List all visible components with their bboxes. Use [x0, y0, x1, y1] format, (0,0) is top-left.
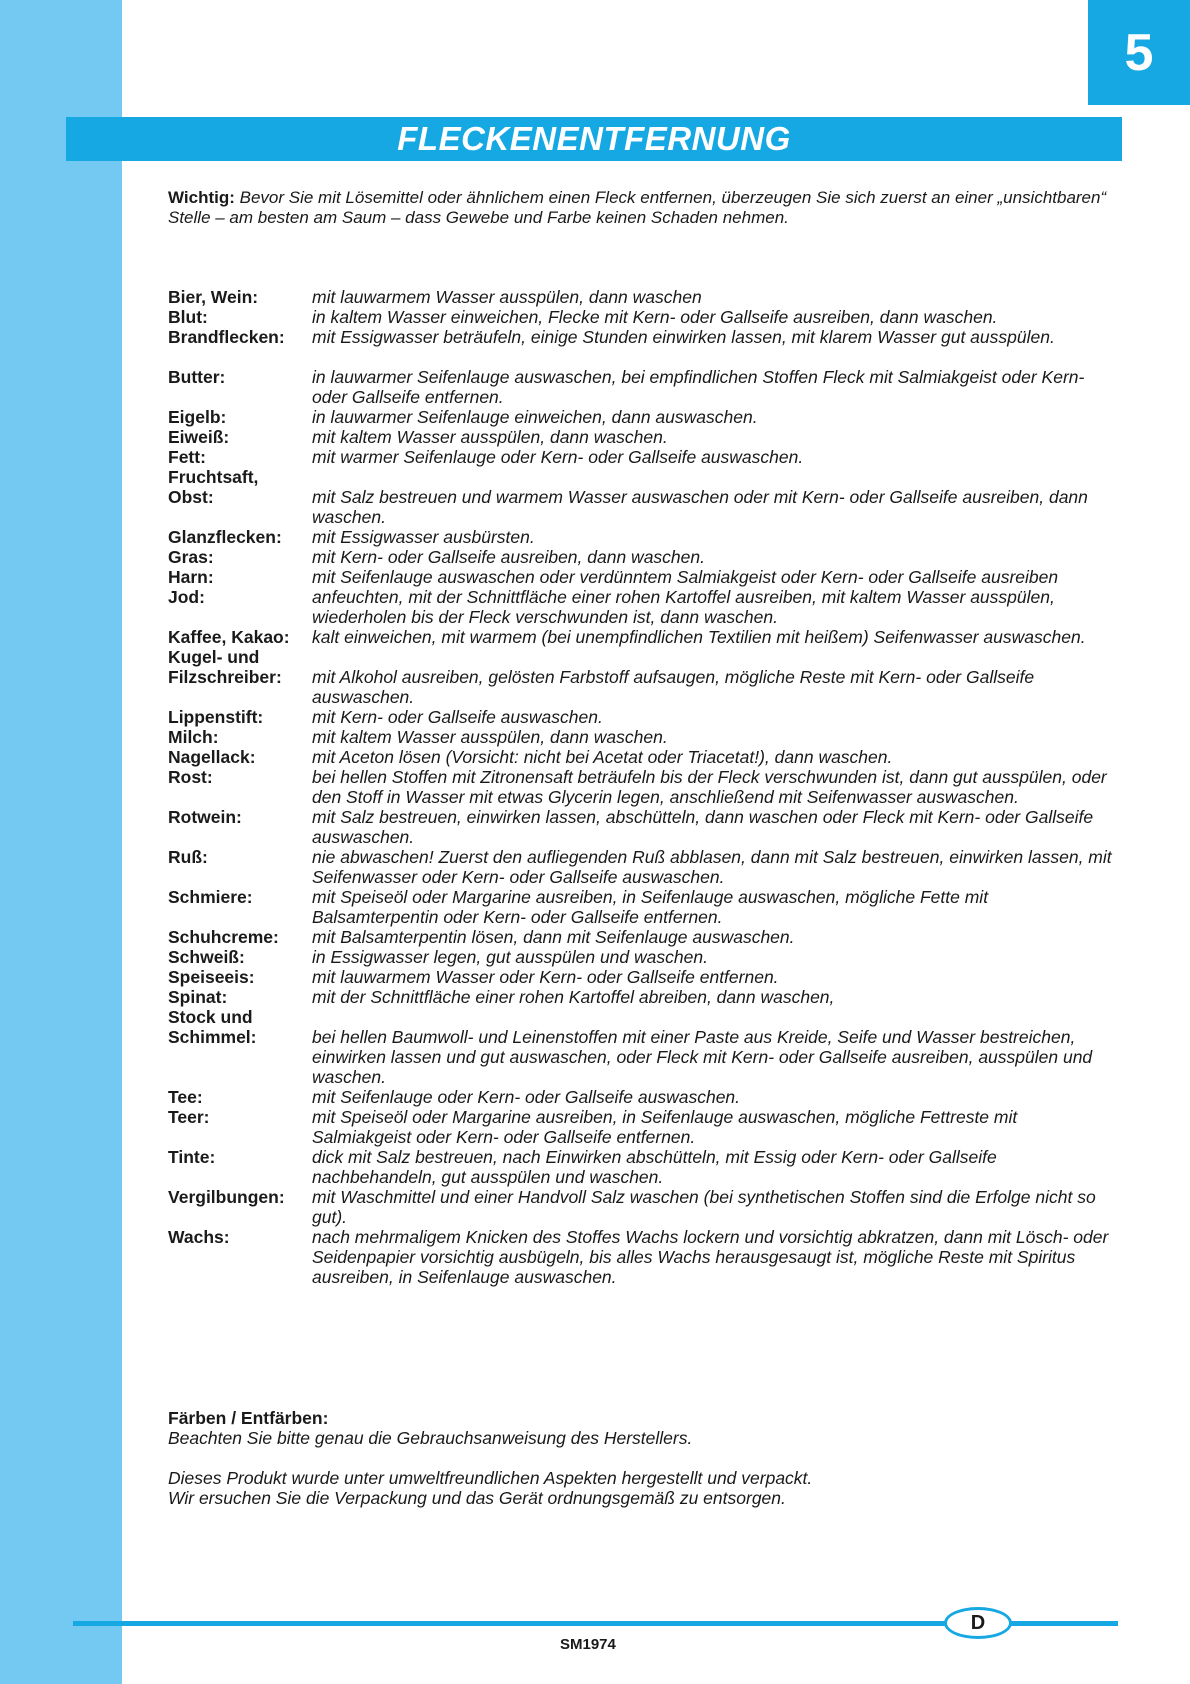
stain-row — [168, 467, 1118, 487]
language-code: D — [970, 1611, 986, 1634]
stain-term: Eiweiß: — [168, 427, 230, 447]
stain-desc: mit kaltem Wasser ausspülen, dann waschen. — [312, 727, 668, 747]
stain-term: Glanzflecken: — [168, 527, 282, 547]
stain-term: Kaffee, Kakao: — [168, 627, 290, 647]
stain-term: Stock und — [168, 1007, 253, 1027]
stain-desc: mit lauwarmem Wasser ausspülen, dann waschen — [312, 287, 702, 307]
stain-term: Bier, Wein: — [168, 287, 259, 307]
stain-row — [168, 407, 1118, 427]
stain-row — [168, 967, 1118, 987]
stain-row — [168, 727, 1118, 747]
eco-note-line1: Dieses Produkt wurde unter umweltfreundlichen Aspekten hergestellt und verpackt. — [168, 1468, 813, 1488]
stain-term: Nagellack: — [168, 747, 256, 767]
stain-row — [168, 1027, 1118, 1087]
stain-term: Butter: — [168, 367, 226, 387]
stain-row — [168, 287, 1118, 307]
stain-row — [168, 707, 1118, 727]
page-number-tab — [1088, 0, 1190, 105]
stain-row — [168, 1107, 1118, 1147]
stain-row — [168, 1227, 1118, 1287]
stain-row — [168, 527, 1118, 547]
stain-desc — [312, 467, 1118, 487]
stain-row — [168, 627, 1118, 647]
stain-row — [168, 307, 1118, 327]
stain-row — [168, 547, 1118, 567]
intro-paragraph — [168, 188, 1108, 228]
stain-term: Spinat: — [168, 987, 228, 1007]
dyeing-note: Beachten Sie bitte genau die Gebrauchsanweisung des Herstellers. — [168, 1428, 693, 1448]
stain-desc — [312, 1007, 1118, 1027]
stain-desc: mit Speiseöl oder Margarine ausreiben, in Seifenlauge auswaschen, mögliche Fette mit Balsamterpentin oder Kern- oder Gallseife entfernen. — [312, 887, 989, 927]
stain-row — [168, 1007, 1118, 1027]
stain-desc: mit Kern- oder Gallseife ausreiben, dann waschen. — [312, 547, 705, 567]
dyeing-heading: Färben / Entfärben: — [168, 1408, 329, 1428]
stain-row — [168, 987, 1118, 1007]
stain-term: Obst: — [168, 487, 214, 507]
stain-term: Schuhcreme: — [168, 927, 279, 947]
page-title: FLECKENENTFERNUNG — [397, 120, 791, 157]
stain-term: Harn: — [168, 567, 214, 587]
stain-desc: in lauwarmer Seifenlauge auswaschen, bei empfindlichen Stoffen Fleck mit Salmiakgeist oder Kern- oder Gallseife entfernen. — [312, 367, 1085, 407]
stain-row — [168, 487, 1118, 527]
stain-term: Fett: — [168, 447, 206, 467]
stain-row — [168, 367, 1118, 407]
stain-desc: mit Aceton lösen (Vorsicht: nicht bei Acetat oder Triacetat!), dann waschen. — [312, 747, 893, 767]
section-gap — [168, 347, 1118, 367]
stain-row — [168, 927, 1118, 947]
stain-row — [168, 1147, 1118, 1187]
stain-desc: nach mehrmaligem Knicken des Stoffes Wachs lockern und vorsichtig abkratzen, dann mit Lösch- oder Seidenpapier vorsichtig ausbügeln, bis alles Wachs herausgesaugt ist, mögliche Reste mit Spiritus ausreiben, in Seifenlauge auswaschen. — [312, 1227, 1109, 1287]
stain-row — [168, 1187, 1118, 1227]
stain-term: Eigelb: — [168, 407, 227, 427]
stain-term: Schmiere: — [168, 887, 253, 907]
stain-desc: mit der Schnittfläche einer rohen Kartoffel abreiben, dann waschen, — [312, 987, 835, 1007]
stain-term: Gras: — [168, 547, 214, 567]
stain-row — [168, 767, 1118, 807]
stain-term: Schweiß: — [168, 947, 245, 967]
stain-term: Speiseeis: — [168, 967, 255, 987]
stain-desc: bei hellen Stoffen mit Zitronensaft beträufeln bis der Fleck verschwunden ist, dann gut ausspülen, oder den Stoff in Wasser mit etwas Glycerin legen, anschließend mit Seifenwasser auswaschen. — [312, 767, 1107, 807]
stain-term: Ruß: — [168, 847, 208, 867]
language-badge — [944, 1607, 1012, 1639]
stain-row — [168, 587, 1118, 627]
stain-desc: nie abwaschen! Zuerst den aufliegenden Ruß abblasen, dann mit Salz bestreuen, einwirken lassen, mit Seifenwasser oder Kern- oder Gallseife auswaschen. — [312, 847, 1112, 887]
intro-text: Bevor Sie mit Lösemittel oder ähnlichem einen Fleck entfernen, überzeugen Sie sich zuerst an einer „unsichtbaren“ Stelle – am besten am Saum – dass Gewebe und Farbe keinen Schaden nehmen. — [168, 188, 1107, 227]
stain-term: Vergilbungen: — [168, 1187, 285, 1207]
stain-desc: mit Salz bestreuen und warmem Wasser auswaschen oder mit Kern- oder Gallseife ausreiben, dann waschen. — [312, 487, 1088, 527]
stain-desc: mit lauwarmem Wasser oder Kern- oder Gallseife entfernen. — [312, 967, 779, 987]
stain-desc: mit Seifenlauge oder Kern- oder Gallseife auswaschen. — [312, 1087, 741, 1107]
stain-desc: mit Essigwasser ausbürsten. — [312, 527, 535, 547]
stain-row — [168, 887, 1118, 927]
stain-term: Tee: — [168, 1087, 203, 1107]
stain-desc: bei hellen Baumwoll- und Leinenstoffen mit einer Paste aus Kreide, Seife und Wasser bestreichen, einwirken lassen und gut auswaschen, oder Fleck mit Kern- oder Gallseife ausreiben, ausspülen und waschen. — [312, 1027, 1093, 1087]
title-banner — [66, 117, 1122, 161]
stain-desc: anfeuchten, mit der Schnittfläche einer rohen Kartoffel ausreiben, mit kaltem Wasser ausspülen, wiederholen bis der Fleck verschwunden ist, dann waschen. — [312, 587, 1055, 627]
stain-term: Brandflecken: — [168, 327, 285, 347]
stain-row — [168, 667, 1118, 707]
stain-list — [168, 287, 1118, 1287]
stain-term: Jod: — [168, 587, 205, 607]
footer-notes — [168, 1408, 1118, 1508]
stain-desc: kalt einweichen, mit warmem (bei unempfindlichen Textilien mit heißem) Seifenwasser auswaschen. — [312, 627, 1086, 647]
stain-row — [168, 567, 1118, 587]
eco-note-line2: Wir ersuchen Sie die Verpackung und das Gerät ordnungsgemäß zu entsorgen. — [168, 1488, 786, 1508]
stain-desc: mit Kern- oder Gallseife auswaschen. — [312, 707, 603, 727]
intro-lead: Wichtig: — [168, 188, 235, 207]
stain-desc: dick mit Salz bestreuen, nach Einwirken abschütteln, mit Essig oder Kern- oder Gallseife nachbehandeln, gut ausspülen und waschen. — [312, 1147, 997, 1187]
stain-desc: in Essigwasser legen, gut ausspülen und waschen. — [312, 947, 708, 967]
stain-desc: in lauwarmer Seifenlauge einweichen, dann auswaschen. — [312, 407, 758, 427]
stain-desc: mit warmer Seifenlauge oder Kern- oder Gallseife auswaschen. — [312, 447, 804, 467]
stain-term: Blut: — [168, 307, 208, 327]
stain-term: Schimmel: — [168, 1027, 257, 1047]
stain-desc: mit Speiseöl oder Margarine ausreiben, in Seifenlauge auswaschen, mögliche Fettreste mit Salmiakgeist oder Kern- oder Gallseife entfernen. — [312, 1107, 1018, 1147]
stain-term: Filzschreiber: — [168, 667, 282, 687]
stain-term: Milch: — [168, 727, 219, 747]
stain-term: Kugel- und — [168, 647, 260, 667]
stain-row — [168, 947, 1118, 967]
model-code: SM1974 — [560, 1636, 616, 1653]
stain-term: Wachs: — [168, 1227, 230, 1247]
page-number: 5 — [1124, 23, 1154, 82]
stain-row — [168, 807, 1118, 847]
stain-row — [168, 447, 1118, 467]
stain-desc — [312, 647, 1118, 667]
stain-desc: mit Salz bestreuen, einwirken lassen, abschütteln, dann waschen oder Fleck mit Kern- oder Gallseife auswaschen. — [312, 807, 1094, 847]
stain-term: Tinte: — [168, 1147, 216, 1167]
stain-desc: mit kaltem Wasser ausspülen, dann waschen. — [312, 427, 668, 447]
stain-desc: mit Balsamterpentin lösen, dann mit Seifenlauge auswaschen. — [312, 927, 795, 947]
stain-row — [168, 427, 1118, 447]
stain-term: Teer: — [168, 1107, 210, 1127]
section-gap — [168, 1448, 1118, 1468]
stain-row — [168, 647, 1118, 667]
stain-desc: mit Waschmittel und einer Handvoll Salz waschen (bei synthetischen Stoffen sind die Erfolge nicht so gut). — [312, 1187, 1096, 1227]
stain-desc: mit Seifenlauge auswaschen oder verdünntem Salmiakgeist oder Kern- oder Gallseife ausreiben — [312, 567, 1059, 587]
stain-term: Fruchtsaft, — [168, 467, 259, 487]
stain-desc: in kaltem Wasser einweichen, Flecke mit Kern- oder Gallseife ausreiben, dann waschen. — [312, 307, 998, 327]
stain-desc: mit Alkohol ausreiben, gelösten Farbstoff aufsaugen, mögliche Reste mit Kern- oder Gallseife auswaschen. — [312, 667, 1035, 707]
stain-term: Rost: — [168, 767, 213, 787]
stain-row — [168, 327, 1118, 347]
stain-row — [168, 847, 1118, 887]
left-color-bar — [0, 0, 122, 1684]
stain-row — [168, 747, 1118, 767]
stain-term: Lippenstift: — [168, 707, 264, 727]
stain-term: Rotwein: — [168, 807, 242, 827]
stain-desc: mit Essigwasser beträufeln, einige Stunden einwirken lassen, mit klarem Wasser gut ausspülen. — [312, 327, 1055, 347]
stain-row — [168, 1087, 1118, 1107]
